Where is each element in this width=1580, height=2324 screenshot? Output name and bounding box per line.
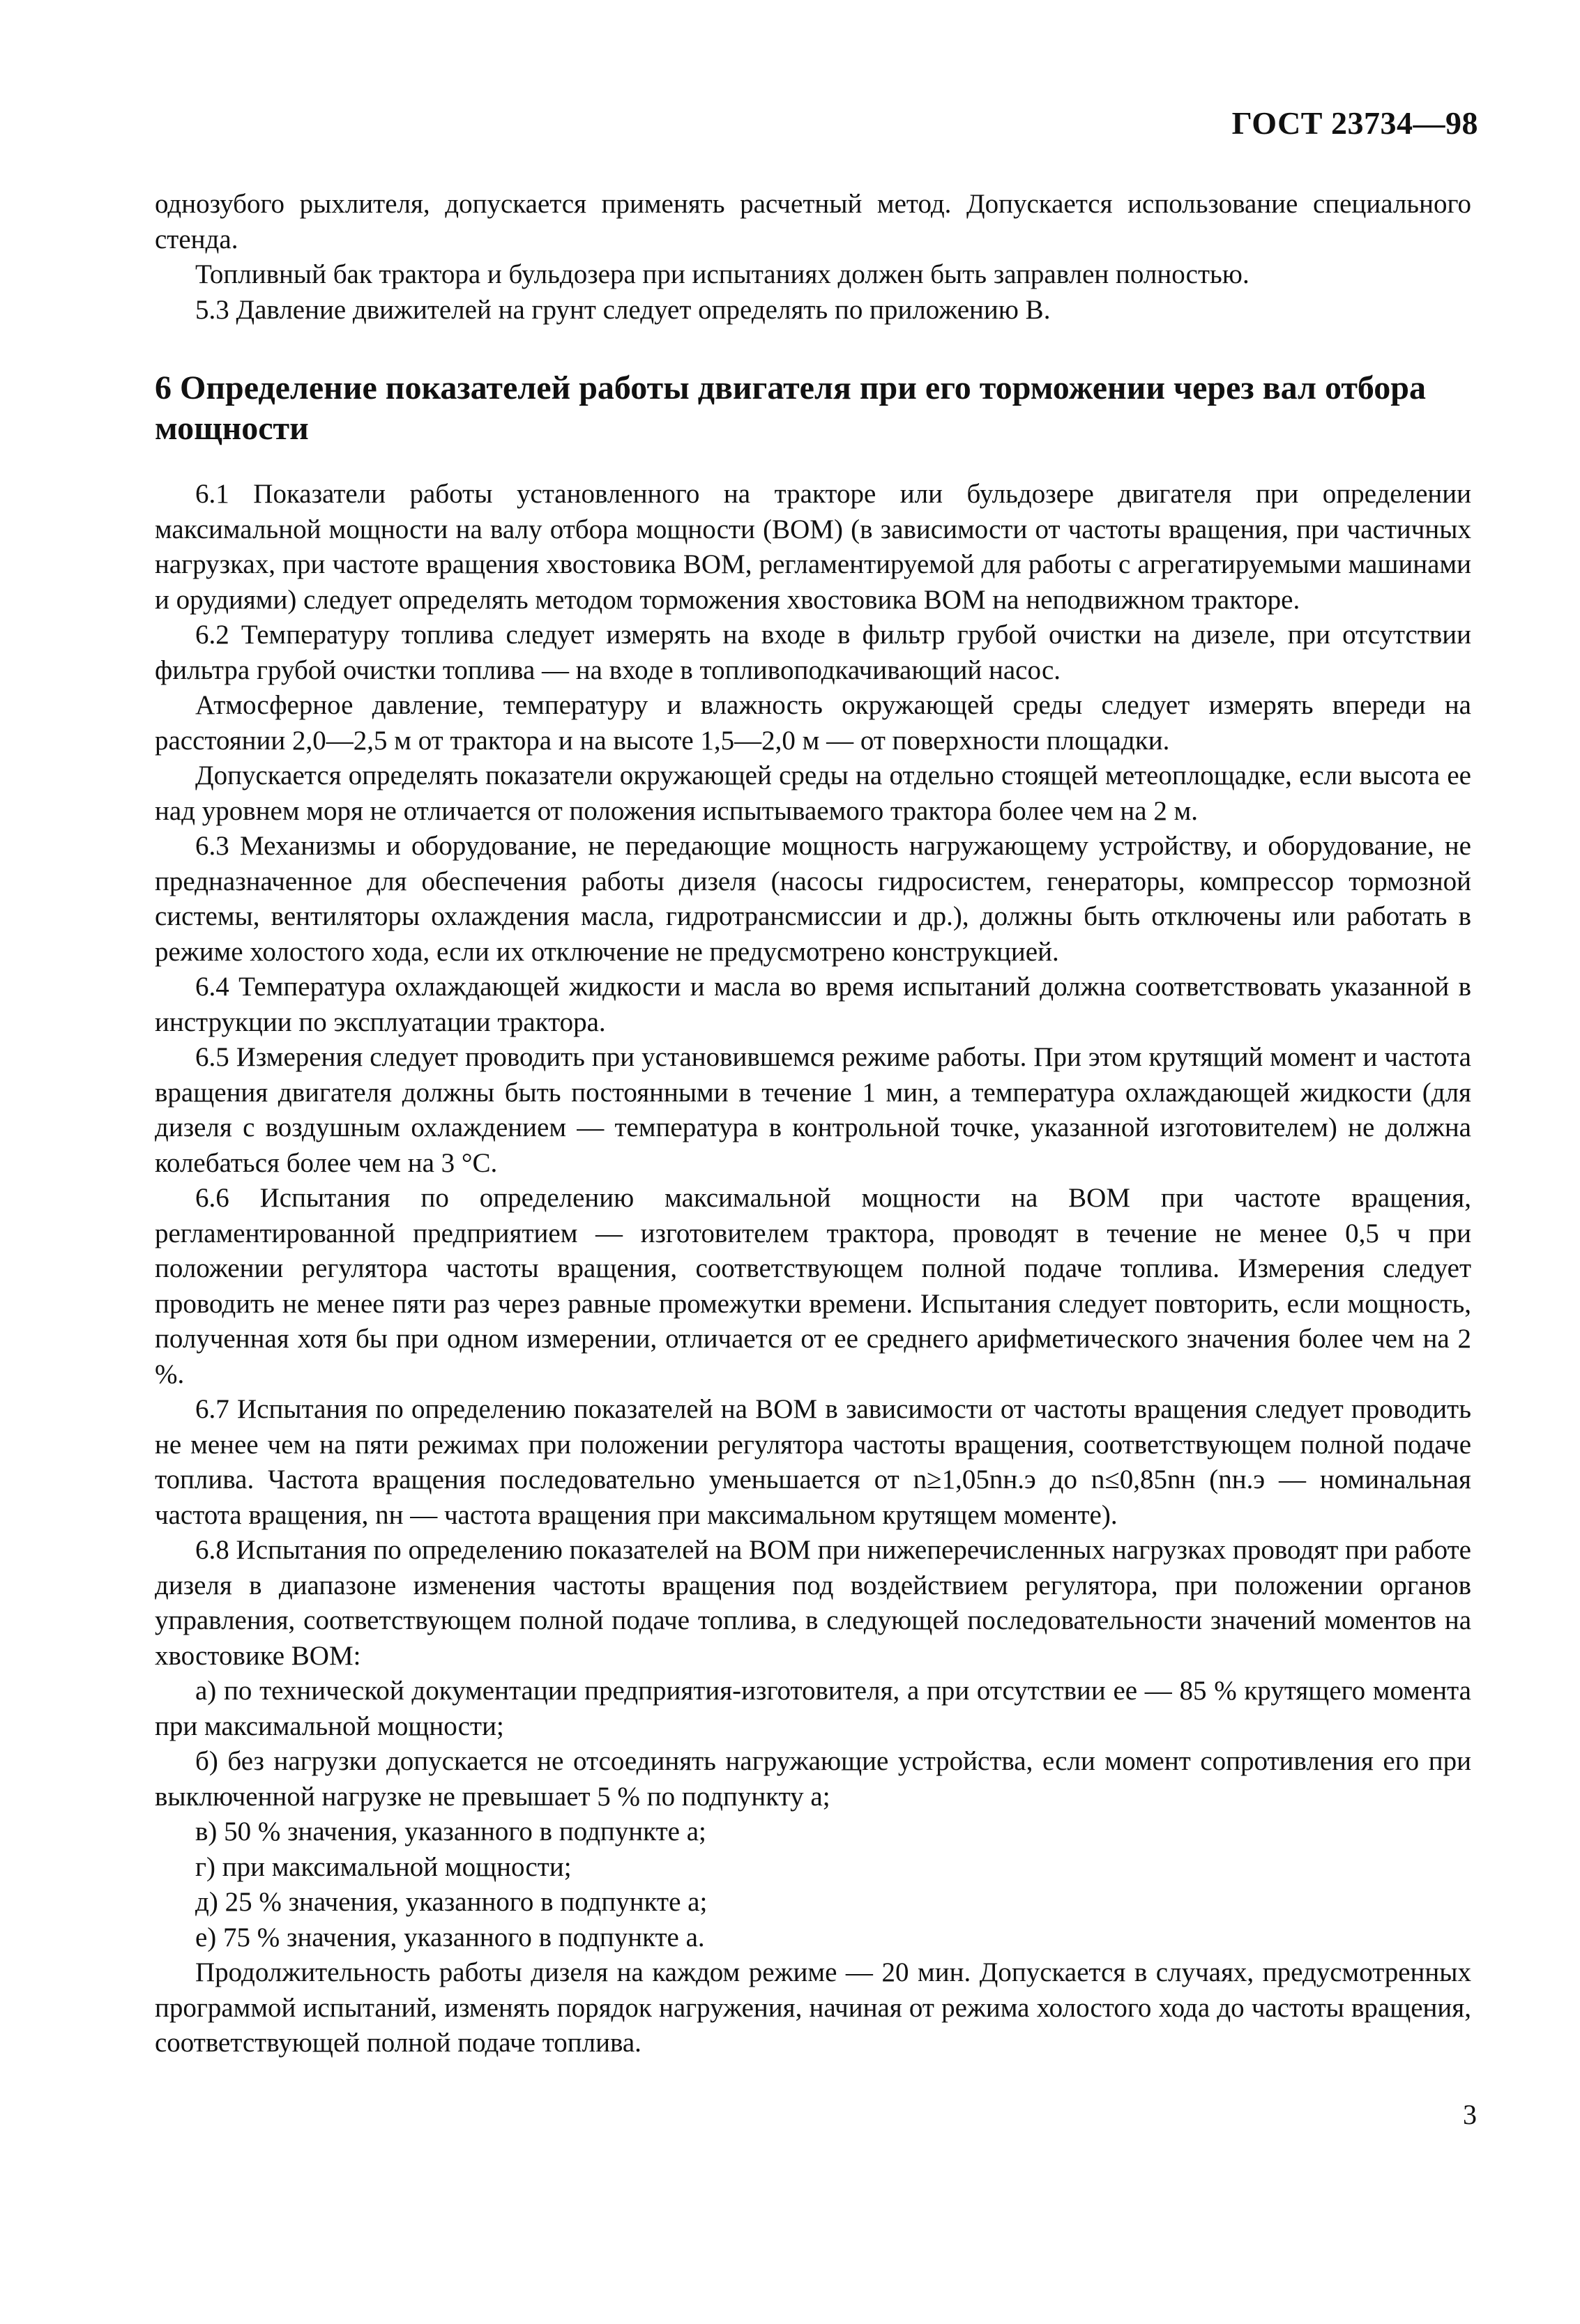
list-item-b: б) без нагрузки допускается не отсоединять нагружающие устройства, если момент сопротивления его при выключенной нагрузке не превышает 5 % по подпункту а;: [155, 1746, 1471, 1812]
list-item-v: в) 50 % значения, указанного в подпункте а;: [195, 1817, 706, 1847]
paragraph-6-3: 6.3 Механизмы и оборудование, не передающие мощность нагружающему устройству, и оборудование, не предназначенное для обеспечения работы дизеля (насосы гидросистем, генераторы, компрессор тормозной системы, вентиляторы охлаждения масла, гидротрансмиссии и др.), должны быть отключены или работать в режиме холостого хода, если их отключение не предусмотрено конструкцией.: [155, 831, 1471, 967]
document-body: [155, 187, 1471, 2061]
paragraph-6-7: 6.7 Испытания по определению показателей на ВОМ в зависимости от частоты вращения следует проводить не менее чем на пяти режимах при положении регулятора частоты вращения, соответствующем полной подаче топлива. Частота вращения последовательно уменьшается от n≥1,05nн.э до n≤0,85nн (nн.э — номинальная частота вращения, nн — частота вращения при максимальном крутящем моменте).: [155, 1394, 1471, 1530]
list-item-d: д) 25 % значения, указанного в подпункте а;: [195, 1887, 708, 1917]
paragraph-6-4: 6.4 Температура охлаждающей жидкости и масла во время испытаний должна соответствовать указанной в инструкции по эксплуатации трактора.: [155, 972, 1471, 1037]
paragraph-6-8: 6.8 Испытания по определению показателей на ВОМ при нижеперечисленных нагрузках проводят при работе дизеля в диапазоне изменения частоты вращения под воздействием регулятора, при положении органов управления, соответствующем полной подаче топлива, в следующей последовательности значений моментов на хвостовике ВОМ:: [155, 1535, 1471, 1671]
section-heading: 6 Определение показателей работы двигателя при его торможении через вал отбора мощности: [155, 369, 1426, 447]
paragraph-fuel-tank: Топливный бак трактора и бульдозера при испытаниях должен быть заправлен полностью.: [195, 259, 1249, 289]
paragraph-duration: Продолжительность работы дизеля на каждом режиме — 20 мин. Допускается в случаях, предусмотренных программой испытаний, изменять порядок нагружения, начиная от режима холостого хода до частоты вращения, соответствующей полной подаче топлива.: [155, 1957, 1471, 2058]
paragraph-5-3: 5.3 Давление движителей на грунт следует определять по приложению В.: [195, 294, 1051, 325]
paragraph-meteo: Допускается определять показатели окружающей среды на отдельно стоящей метеоплощадке, если высота ее над уровнем моря не отличается от положения испытываемого трактора более чем на 2 м.: [155, 760, 1471, 826]
page-number: 3: [1463, 2099, 1477, 2130]
paragraph-continuation: однозубого рыхлителя, допускается применять расчетный метод. Допускается использование специального стенда.: [155, 189, 1471, 254]
paragraph-6-5: 6.5 Измерения следует проводить при установившемся режиме работы. При этом крутящий момент и частота вращения двигателя должны быть постоянными в течение 1 мин, а температура охлаждающей жидкости (для дизеля с воздушным охлаждением — температура в контрольной точке, указанной изготовителем) не должна колебаться более чем на 3 °С.: [155, 1042, 1471, 1178]
paragraph-6-1: 6.1 Показатели работы установленного на тракторе или бульдозере двигателя при определении максимальной мощности на валу отбора мощности (ВОМ) (в зависимости от частоты вращения, при частичных нагрузках, при частоте вращения хвостовика ВОМ, регламентируемой для работы с агрегатируемыми машинами и орудиями) следует определять методом торможения хвостовика ВОМ на неподвижном тракторе.: [155, 479, 1471, 615]
list-item-g: г) при максимальной мощности;: [195, 1851, 572, 1882]
paragraph-atmosphere: Атмосферное давление, температуру и влажность окружающей среды следует измерять впереди на расстоянии 2,0—2,5 м от трактора и на высоте 1,5—2,0 м — от поверхности площадки.: [155, 690, 1471, 756]
document-code: ГОСТ 23734—98: [1231, 105, 1478, 141]
list-item-a: а) по технической документации предприятия-изготовителя, а при отсутствии ее — 85 % крутящего момента при максимальной мощности;: [155, 1676, 1471, 1741]
list-item-e: е) 75 % значения, указанного в подпункте а.: [195, 1922, 705, 1952]
paragraph-6-2: 6.2 Температуру топлива следует измерять на входе в фильтр грубой очистки на дизеле, при отсутствии фильтра грубой очистки топлива — на входе в топливоподкачивающий насос.: [155, 620, 1471, 685]
paragraph-6-6: 6.6 Испытания по определению максимальной мощности на ВОМ при частоте вращения, регламентированной предприятием — изготовителем трактора, проводят в течение не менее 0,5 ч при положении регулятора частоты вращения, соответствующем полной подаче топлива. Измерения следует проводить не менее пяти раз через равные промежутки времени. Испытания следует повторить, если мощность, полученная хотя бы при одном измерении, отличается от ее среднего арифметического значения более чем на 2 %.: [155, 1183, 1471, 1389]
